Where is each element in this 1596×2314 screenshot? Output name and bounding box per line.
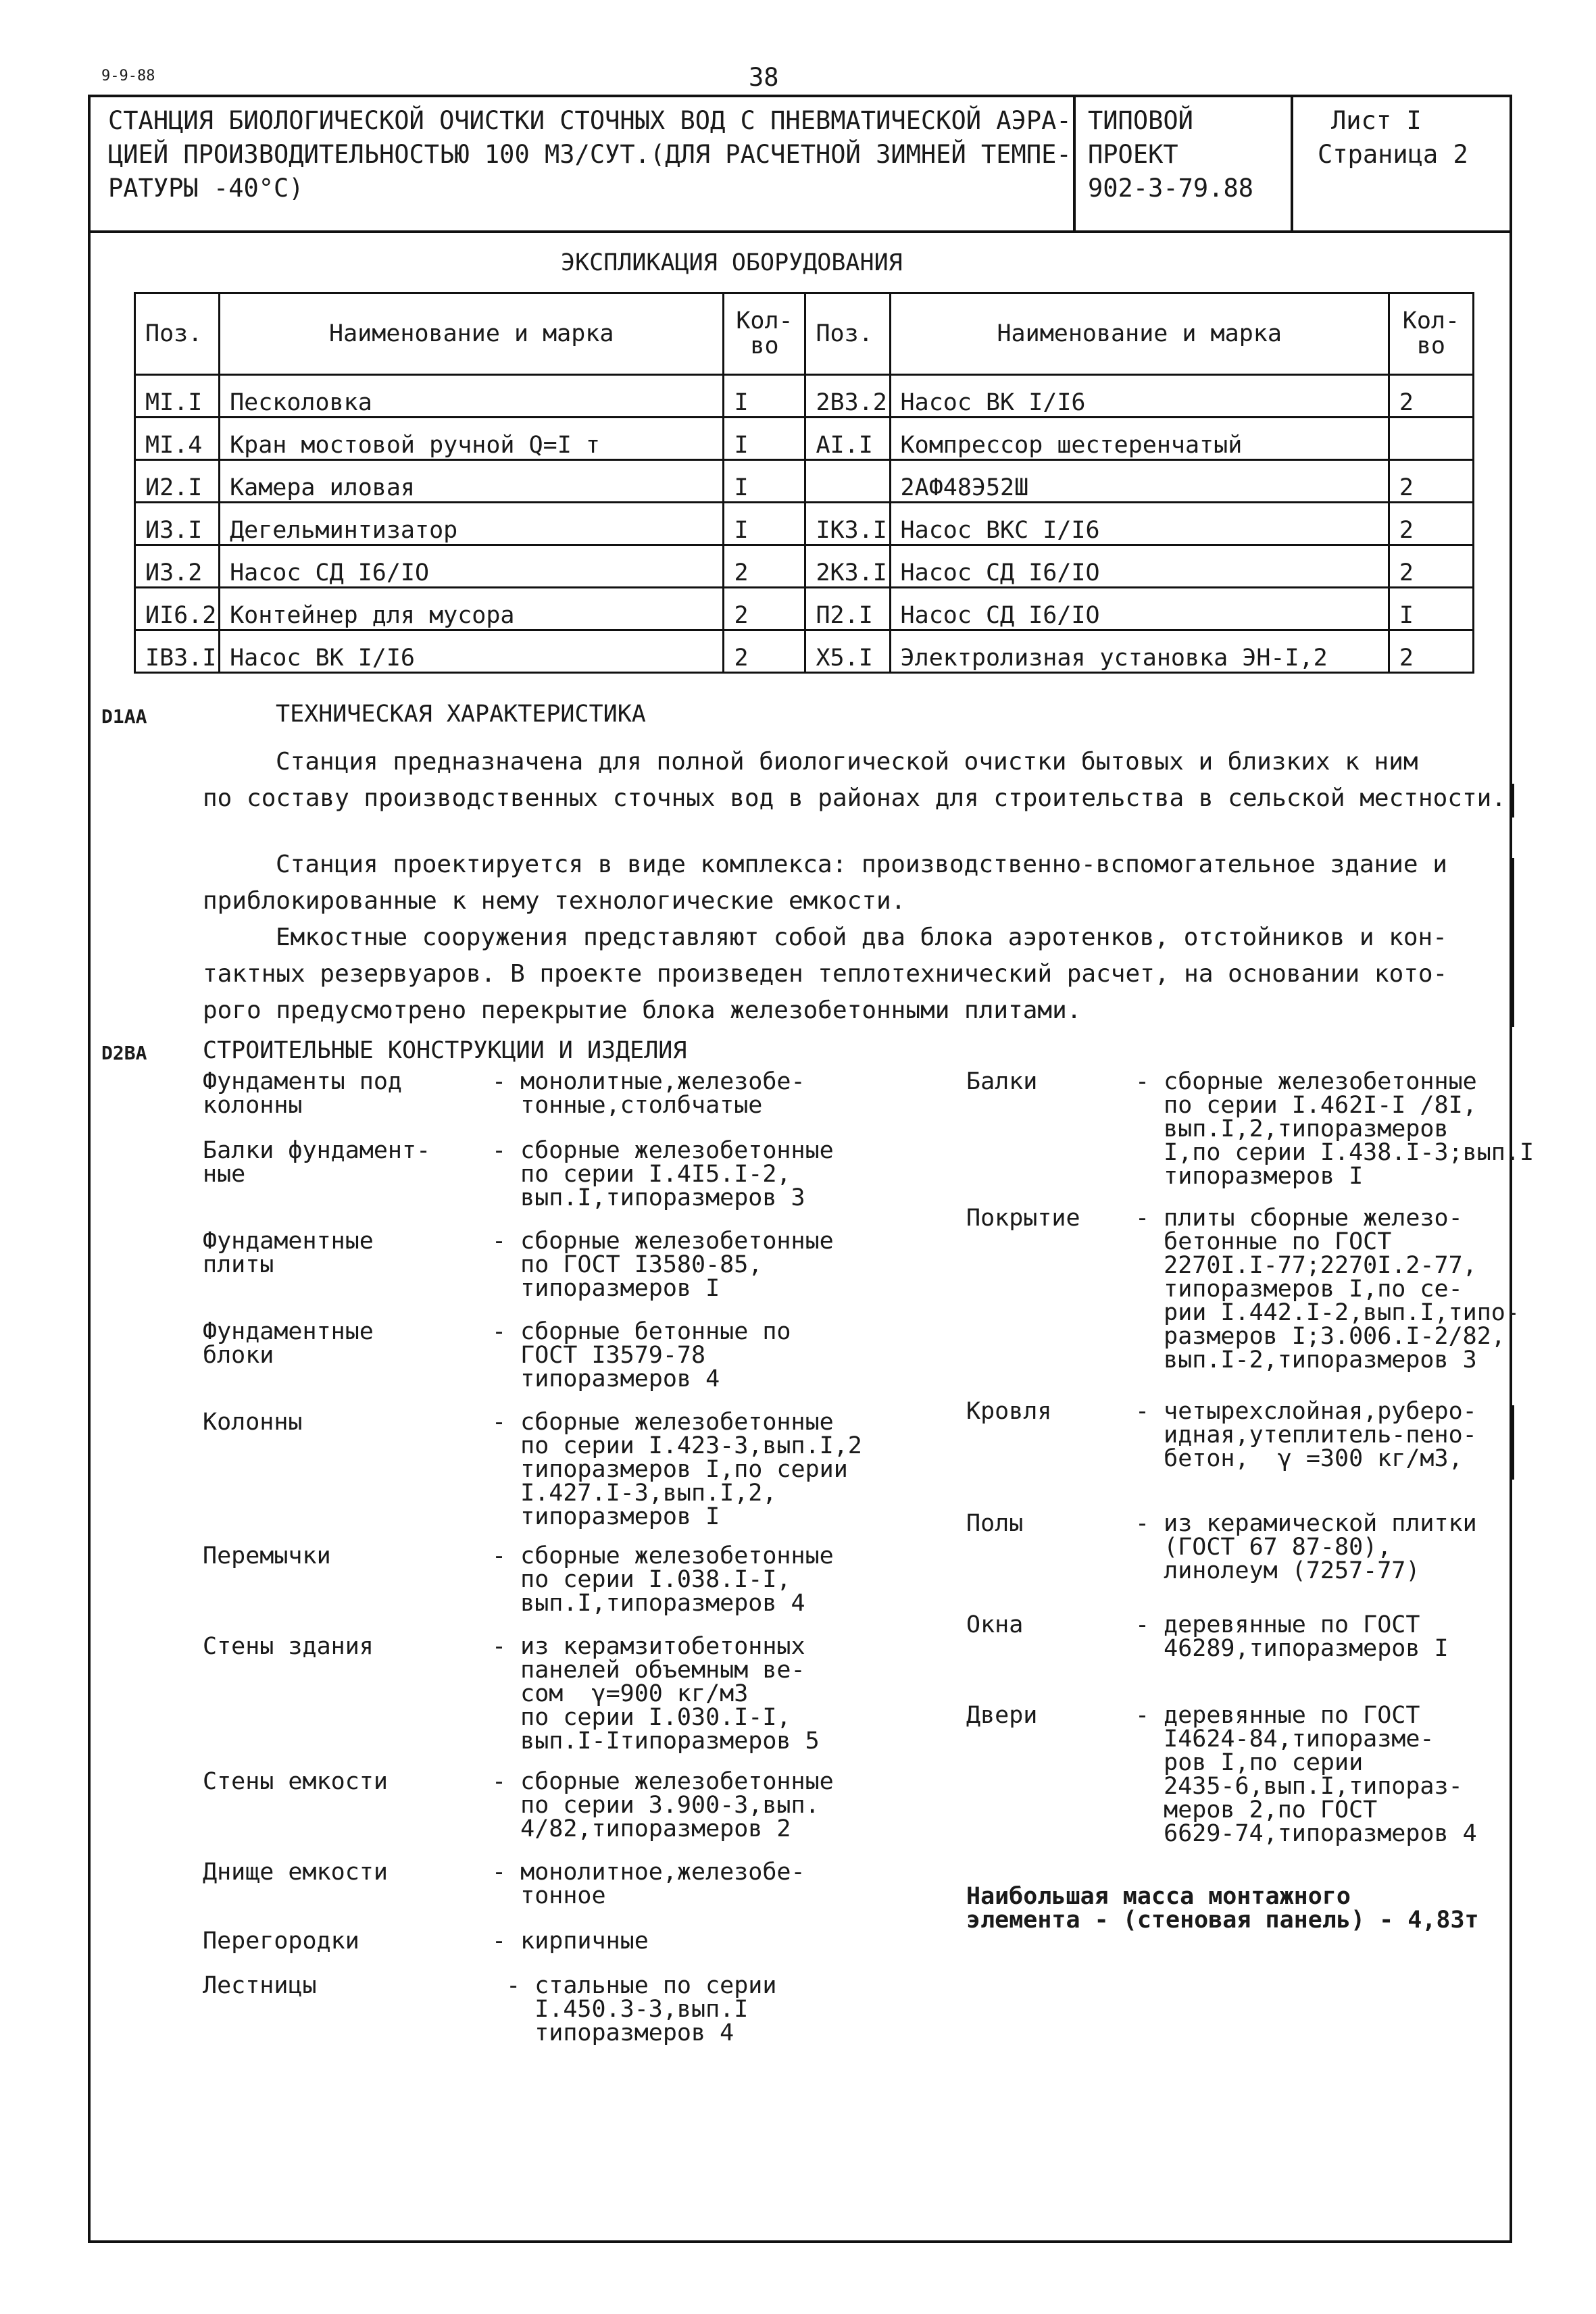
name-left: Дегельминтизатор (220, 503, 724, 545)
pos-left: ИI6.2 (135, 588, 220, 630)
pos-left: IВЗ.I (135, 630, 220, 673)
project-line-2: ПРОЕКТ (1088, 140, 1178, 169)
left-label-4: Фундаментные блоки (203, 1318, 374, 1369)
equipment-title: ЭКСПЛИКАЦИЯ ОБОРУДОВАНИЯ (561, 249, 903, 276)
pos-left: ИЗ.2 (135, 545, 220, 588)
name-right: 2АФ48Э52Ш (890, 460, 1389, 503)
qty-left: I (724, 503, 805, 545)
section-code-d2ba: D2BA (101, 1042, 147, 1064)
right-label-6: Двери (966, 1702, 1038, 1729)
section-code-d1aa: D1AA (101, 705, 147, 728)
name-left: Песколовка (220, 375, 724, 418)
technical-line-3: Станция проектируется в виде комплекса: производственно-вспомогательное здание и (276, 851, 1447, 878)
left-label-6: Перемычки (203, 1542, 331, 1569)
sheet-line-1: Лист I (1331, 106, 1422, 135)
page-number: 38 (749, 63, 779, 92)
equipment-table (134, 292, 1474, 674)
qty-right: 2 (1389, 545, 1473, 588)
left-value-4: - сборные бетонные по ГОСТ I3579-78 типоразмеров 4 (492, 1318, 791, 1392)
header-qty-right: Кол- во (1389, 293, 1473, 375)
left-label-1: Фундаменты под колонны (203, 1068, 403, 1119)
right-label-3: Кровля (966, 1398, 1052, 1425)
left-label-5: Колонны (203, 1409, 303, 1436)
left-value-2: - сборные железобетонные по серии I.4I5.I-2, вып.I,типоразмеров 3 (492, 1137, 834, 1211)
left-label-7: Стены здания (203, 1633, 374, 1660)
right-value-1: - сборные железобетонные по серии I.462I-I /8I, вып.I,2,типоразмеров I,по серии I.438.I-3;вып.I типоразмеров I (1135, 1068, 1535, 1190)
corner-code: 9-9-88 (101, 68, 155, 84)
name-left: Насос ВК I/I6 (220, 630, 724, 673)
title-line-3: РАТУРЫ -40°С) (108, 174, 304, 203)
left-label-9: Днище емкости (203, 1859, 388, 1886)
technical-line-7: рого предусмотрено перекрытие блока железобетонными плитами. (203, 997, 1082, 1024)
qty-left: I (724, 375, 805, 418)
header-name-left: Наименование и марка (220, 293, 724, 375)
pos-left: MI.4 (135, 418, 220, 460)
qty-right: 2 (1389, 503, 1473, 545)
right-label-4: Полы (966, 1510, 1024, 1537)
left-value-1: - монолитные,железобе- тонные,столбчатые (492, 1068, 805, 1119)
technical-line-5: Емкостные сооружения представляют собой два блока аэротенков, отстойников и кон- (276, 924, 1447, 951)
pos-right: IКЗ.I (805, 503, 890, 545)
left-label-8: Стены емкости (203, 1768, 388, 1795)
qty-left: 2 (724, 630, 805, 673)
name-right: Насос СД I6/IO (890, 545, 1389, 588)
qty-left: 2 (724, 588, 805, 630)
technical-line-4: приблокированные к нему технологические емкости. (203, 887, 906, 915)
right-label-5: Окна (966, 1611, 1024, 1638)
right-value-2: - плиты сборные железо- бетонные по ГОСТ 2270I.I-77;2270I.2-77, типоразмеров I,по се- рии I.442.I-2,вып.I,типо- размеров I;3.006.I-2/82, вып.I-2,типоразмеров 3 (1135, 1205, 1520, 1374)
pos-left: И2.I (135, 460, 220, 503)
name-right: Насос СД I6/IO (890, 588, 1389, 630)
left-value-8: - сборные железобетонные по серии 3.900-3,вып. 4/82,типоразмеров 2 (492, 1768, 834, 1842)
header-pos-left: Поз. (135, 293, 220, 375)
qty-left: I (724, 418, 805, 460)
pos-right: AI.I (805, 418, 890, 460)
qty-left: I (724, 460, 805, 503)
table-row (135, 375, 1474, 418)
name-right: Насос ВК I/I6 (890, 375, 1389, 418)
left-value-5: - сборные железобетонные по серии I.423-3,вып.I,2 типоразмеров I,по серии I.427.I-3,вып.I,2, типоразмеров I (492, 1409, 862, 1530)
project-line-3: 902-3-79.88 (1088, 174, 1254, 203)
pos-right: X5.I (805, 630, 890, 673)
left-value-11: - стальные по серии I.450.3-3,вып.I типоразмеров 4 (506, 1972, 777, 2046)
pos-left: ИЗ.I (135, 503, 220, 545)
right-value-3: - четырехслойная,руберо- идная,утеплитель-пено- бетон, γ =300 кг/м3, (1135, 1398, 1477, 1472)
name-right: Насос ВКС I/I6 (890, 503, 1389, 545)
right-value-6: - деревянные по ГОСТ I4624-84,типоразме- ров I,по серии 2435-6,вып.I,типораз- меров 2,по ГОСТ 6629-74,типоразмеров 4 (1135, 1702, 1477, 1847)
project-line-1: ТИПОВОЙ (1088, 106, 1193, 135)
title-divider-2 (1291, 95, 1293, 230)
qty-right: 2 (1389, 460, 1473, 503)
right-label-2: Покрытие (966, 1205, 1080, 1232)
name-left: Контейнер для мусора (220, 588, 724, 630)
pos-left: MI.I (135, 375, 220, 418)
left-value-9: - монолитное,железобе- тонное (492, 1859, 805, 1909)
header-pos-right: Поз. (805, 293, 890, 375)
margin-mark-2 (1512, 858, 1514, 1027)
qty-right: I (1389, 588, 1473, 630)
name-right: Электролизная установка ЭН-I,2 (890, 630, 1389, 673)
header-name-right: Наименование и марка (890, 293, 1389, 375)
left-label-2: Балки фундамент- ные (203, 1137, 431, 1188)
right-value-4: - из керамической плитки (ГОСТ 67 87-80), линолеум (7257-77) (1135, 1510, 1477, 1584)
right-value-5: - деревянные по ГОСТ 46289,типоразмеров I (1135, 1611, 1449, 1662)
pos-right: П2.I (805, 588, 890, 630)
right-label-1: Балки (966, 1068, 1038, 1095)
qty-right: 2 (1389, 375, 1473, 418)
pos-right: 2КЗ.I (805, 545, 890, 588)
left-label-10: Перегородки (203, 1928, 359, 1955)
pos-right (805, 460, 890, 503)
qty-left: 2 (724, 545, 805, 588)
qty-right (1389, 418, 1473, 460)
title-block (88, 95, 1512, 233)
construction-heading: СТРОИТЕЛЬНЫЕ КОНСТРУКЦИИ И ИЗДЕЛИЯ (203, 1037, 687, 1064)
table-row (135, 503, 1474, 545)
table-row (135, 460, 1474, 503)
technical-line-1: Станция предназначена для полной биологической очистки бытовых и близких к ним (276, 748, 1418, 776)
left-label-11: Лестницы (203, 1972, 317, 1999)
left-value-7: - из керамзитобетонных панелей объемным ве- сом γ=900 кг/м3 по серии I.030.I-I, вып.I-Iтипоразмеров 5 (492, 1633, 820, 1755)
table-row (135, 630, 1474, 673)
table-row (135, 588, 1474, 630)
name-left: Камера иловая (220, 460, 724, 503)
left-value-10: - кирпичные (492, 1928, 649, 1955)
margin-mark-1 (1512, 784, 1514, 818)
title-divider-1 (1073, 95, 1076, 230)
margin-mark-3 (1512, 1405, 1514, 1480)
left-value-6: - сборные железобетонные по серии I.038.I-I, вып.I,типоразмеров 4 (492, 1542, 834, 1617)
name-right: Компрессор шестеренчатый (890, 418, 1389, 460)
pos-right: 2ВЗ.2 (805, 375, 890, 418)
title-cell (108, 95, 1155, 230)
name-left: Насос СД I6/IO (220, 545, 724, 588)
left-label-3: Фундаментные плиты (203, 1228, 374, 1278)
name-left: Кран мостовой ручной Q=I т (220, 418, 724, 460)
sheet-line-2: Страница 2 (1318, 140, 1468, 169)
title-line-2: ЦИЕЙ ПРОИЗВОДИТЕЛЬНОСТЬЮ 100 М3/СУТ.(ДЛЯ РАСЧЕТНОЙ ЗИМНЕЙ ТЕМПЕ- (108, 140, 1072, 169)
header-qty-left: Кол- во (724, 293, 805, 375)
left-value-3: - сборные железобетонные по ГОСТ I3580-85, типоразмеров I (492, 1228, 834, 1302)
technical-line-2: по составу производственных сточных вод в районах для строительства в сельской местности. (203, 784, 1506, 812)
max-mass-note: Наибольшая масса монтажного элемента - (стеновая панель) - 4,83т (966, 1883, 1479, 1934)
title-line-1: СТАНЦИЯ БИОЛОГИЧЕСКОЙ ОЧИСТКИ СТОЧНЫХ ВОД С ПНЕВМАТИЧЕСКОЙ АЭРА- (108, 106, 1072, 135)
equipment-header-row (135, 293, 1474, 375)
table-row (135, 418, 1474, 460)
technical-heading: ТЕХНИЧЕСКАЯ ХАРАКТЕРИСТИКА (276, 701, 646, 728)
table-row (135, 545, 1474, 588)
sheet-cell (1318, 95, 1507, 230)
qty-right: 2 (1389, 630, 1473, 673)
technical-line-6: тактных резервуаров. В проекте произведен теплотехнический расчет, на основании кото- (203, 960, 1448, 988)
